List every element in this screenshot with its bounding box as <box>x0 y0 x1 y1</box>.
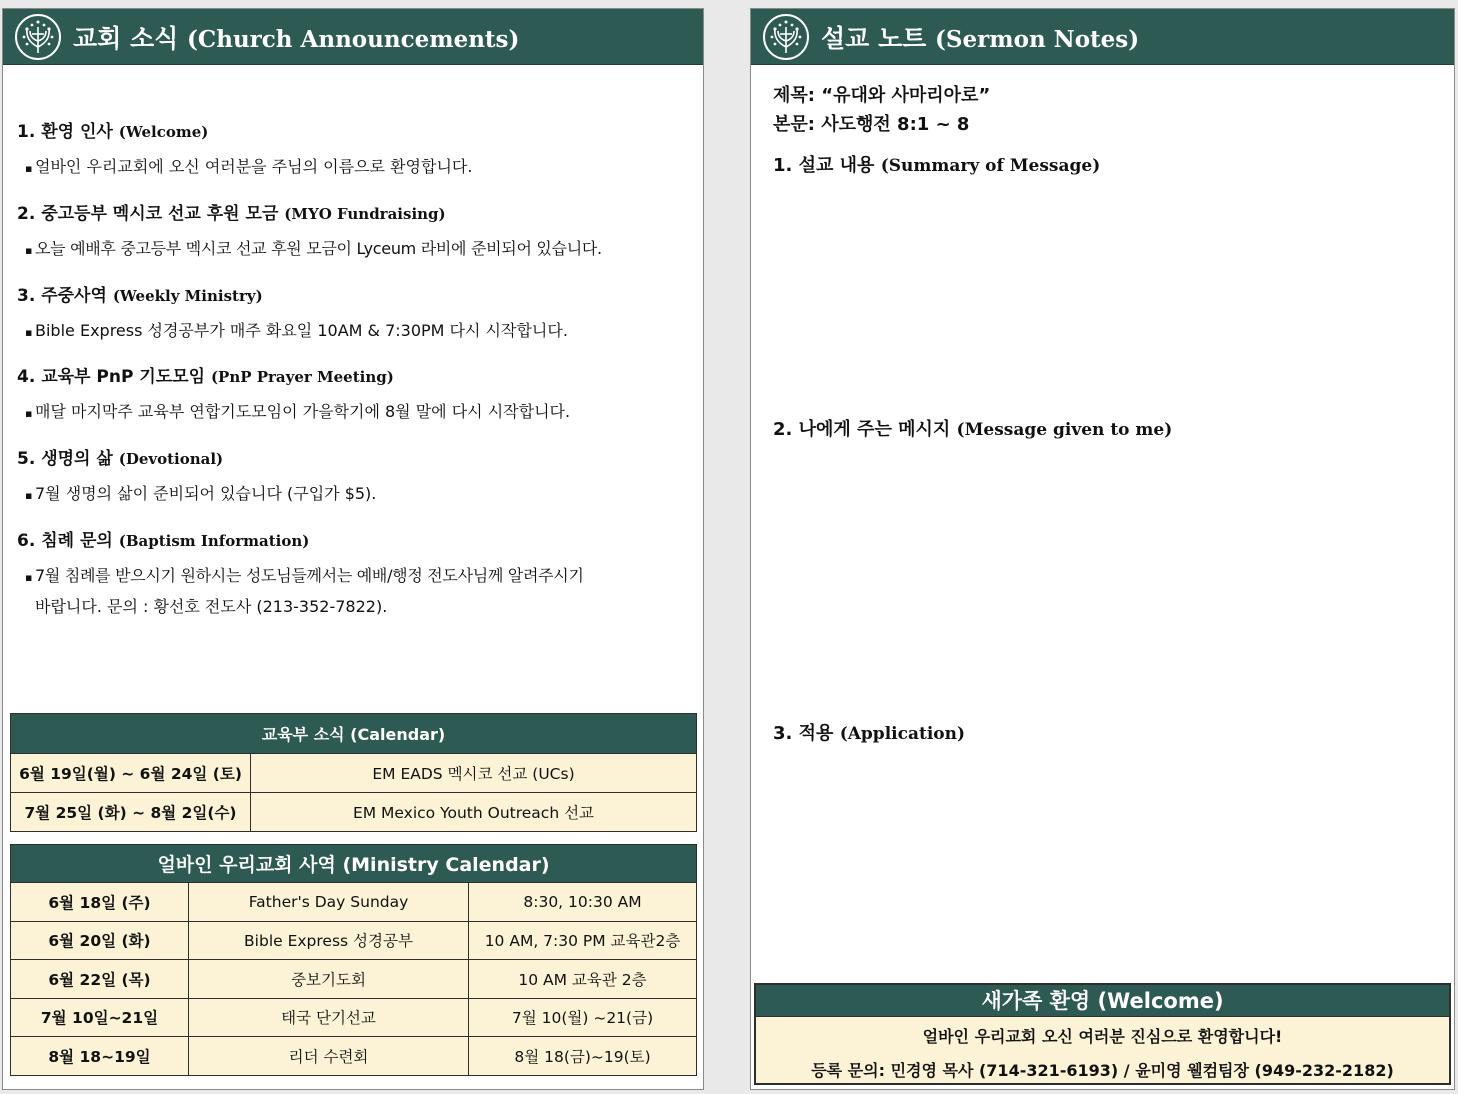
announcement-heading-en: (PnP Prayer Meeting) <box>210 368 394 386</box>
ministry-calendar-table <box>10 844 697 1076</box>
church-logo-icon <box>15 14 61 60</box>
announcement-heading-ko: 4. 교육부 PnP 기도모임 <box>17 367 206 387</box>
sermon-notes-title-ko: 설교 노트 <box>821 23 927 53</box>
announcement-heading-en: (Welcome) <box>118 123 209 141</box>
sermon-section-en: (Message given to me) <box>956 420 1173 440</box>
calendar-event: 리더 수련회 <box>189 1037 469 1076</box>
announcement-text <box>17 316 568 347</box>
announcement-heading <box>17 362 570 387</box>
calendar-date: 8월 18~19일 <box>11 1037 189 1076</box>
calendar-event: EM EADS 멕시코 선교 (UCs) <box>251 754 697 793</box>
welcome-contact: 등록 문의: 민경영 목사 (714-321-6193) / 윤미영 웰컴팀장 (949-232-2182) <box>811 1061 1394 1080</box>
sermon-section-ko: 3. 적용 <box>773 723 834 744</box>
announcement-text <box>17 479 376 510</box>
table-row <box>11 883 697 922</box>
sermon-notes-title-en: (Sermon Notes) <box>935 25 1140 53</box>
announcement-heading-ko: 1. 환영 인사 <box>17 122 113 142</box>
announcement-heading-en: (Weekly Ministry) <box>112 287 263 305</box>
announcement-item-weekly-ministry <box>17 281 568 347</box>
announcement-item-devotional <box>17 444 376 510</box>
bullet-icon: ▪ <box>25 244 33 257</box>
table-row <box>11 793 697 832</box>
sermon-passage: 본문: 사도행전 8:1 ~ 8 <box>773 114 970 135</box>
calendar-date: 6월 20일 (화) <box>11 921 189 960</box>
bullet-icon: ▪ <box>25 489 33 502</box>
bullet-icon: ▪ <box>25 407 33 420</box>
announcement-text <box>17 152 472 183</box>
sermon-notes-header <box>751 9 1454 65</box>
announcement-heading <box>17 281 568 306</box>
calendar-date: 7월 25일 (화) ~ 8월 2일(수) <box>11 793 251 832</box>
table-row <box>11 998 697 1037</box>
sermon-notes-title <box>821 19 1139 55</box>
sermon-notes-panel <box>750 8 1455 1090</box>
announcement-text-line1: 7월 침례를 받으시기 원하시는 성도님들께서는 예배/행정 전도사님께 알려주시기 <box>35 566 584 585</box>
announcement-item-fundraising <box>17 199 602 265</box>
table-row <box>11 960 697 999</box>
announcement-text <box>17 397 570 428</box>
sermon-section-en: (Summary of Message) <box>880 156 1101 176</box>
sermon-section-message <box>773 415 1172 441</box>
announcements-header <box>3 9 703 65</box>
bullet-icon: ▪ <box>25 326 33 339</box>
church-logo-icon <box>763 14 809 60</box>
announcement-text-line2: 바랍니다. 문의 : 황선호 전도사 (213-352-7822). <box>35 597 388 616</box>
table-row <box>11 1037 697 1076</box>
announcements-panel <box>2 8 704 1090</box>
announcement-heading-ko: 3. 주중사역 <box>17 286 107 306</box>
announcement-heading-en: (Baptism Information) <box>118 532 310 550</box>
calendar-event: EM Mexico Youth Outreach 선교 <box>251 793 697 832</box>
announcement-text <box>17 561 584 621</box>
announcement-item-baptism <box>17 526 584 621</box>
announcement-text-content: 오늘 예배후 중고등부 멕시코 선교 후원 모금이 Lyceum 라비에 준비되어 있습니다. <box>35 239 602 258</box>
sermon-section-summary <box>773 151 1100 177</box>
welcome-title: 새가족 환영 (Welcome) <box>756 985 1449 1017</box>
bullet-icon: ▪ <box>25 162 33 175</box>
announcement-heading <box>17 117 472 142</box>
announcement-text <box>17 234 602 265</box>
sermon-section-application <box>773 719 965 745</box>
announcement-heading-ko: 6. 침례 문의 <box>17 531 113 551</box>
calendar-event: Bible Express 성경공부 <box>189 921 469 960</box>
announcement-heading <box>17 199 602 224</box>
announcement-heading-en: (MYO Fundraising) <box>284 205 446 223</box>
announcement-heading-en: (Devotional) <box>118 450 224 468</box>
announcement-heading-ko: 5. 생명의 삶 <box>17 449 113 469</box>
announcement-text-content: 7월 생명의 삶이 준비되어 있습니다 (구입가 $5). <box>35 484 377 503</box>
calendar-time: 10 AM 교육관 2층 <box>469 960 697 999</box>
table-row <box>11 921 697 960</box>
table-row <box>11 754 697 793</box>
calendar-date: 6월 19일(월) ~ 6월 24일 (토) <box>11 754 251 793</box>
sermon-title: 제목: “유대와 사마리아로” <box>773 85 991 106</box>
announcement-item-prayer-meeting <box>17 362 570 428</box>
announcement-heading <box>17 526 584 551</box>
announcement-heading <box>17 444 376 469</box>
calendar-time: 8월 18(금)~19(토) <box>469 1037 697 1076</box>
bullet-icon: ▪ <box>25 571 33 584</box>
calendar-time: 8:30, 10:30 AM <box>469 883 697 922</box>
sermon-section-ko: 1. 설교 내용 <box>773 155 875 176</box>
calendar-event: 태국 단기선교 <box>189 998 469 1037</box>
calendar-date: 7월 10일~21일 <box>11 998 189 1037</box>
calendar-time: 10 AM, 7:30 PM 교육관2층 <box>469 921 697 960</box>
ministry-calendar-title: 얼바인 우리교회 사역 (Ministry Calendar) <box>11 845 697 883</box>
education-calendar-title: 교육부 소식 (Calendar) <box>11 714 697 754</box>
calendar-time: 7월 10(월) ~21(금) <box>469 998 697 1037</box>
calendar-date: 6월 18일 (주) <box>11 883 189 922</box>
announcement-text-content: Bible Express 성경공부가 매주 화요일 10AM & 7:30PM 다시 시작합니다. <box>35 321 568 340</box>
sermon-section-ko: 2. 나에게 주는 메시지 <box>773 419 951 440</box>
announcements-title <box>73 19 519 55</box>
new-family-welcome-box <box>754 983 1451 1085</box>
education-calendar-table <box>10 713 697 832</box>
sermon-section-en: (Application) <box>839 724 966 744</box>
calendar-date: 6월 22일 (목) <box>11 960 189 999</box>
announcement-heading-ko: 2. 중고등부 멕시코 선교 후원 모금 <box>17 204 279 224</box>
announcement-text-content: 얼바인 우리교회에 오신 여러분을 주님의 이름으로 환영합니다. <box>35 157 473 176</box>
welcome-message: 얼바인 우리교회 오신 여러분 진심으로 환영합니다! <box>922 1027 1283 1046</box>
announcement-text-content: 매달 마지막주 교육부 연합기도모임이 가을학기에 8월 말에 다시 시작합니다. <box>35 402 571 421</box>
announcement-item-welcome <box>17 117 472 183</box>
calendar-event: Father's Day Sunday <box>189 883 469 922</box>
calendar-event: 중보기도회 <box>189 960 469 999</box>
announcements-title-ko: 교회 소식 <box>73 23 179 53</box>
announcements-title-en: (Church Announcements) <box>187 25 520 53</box>
